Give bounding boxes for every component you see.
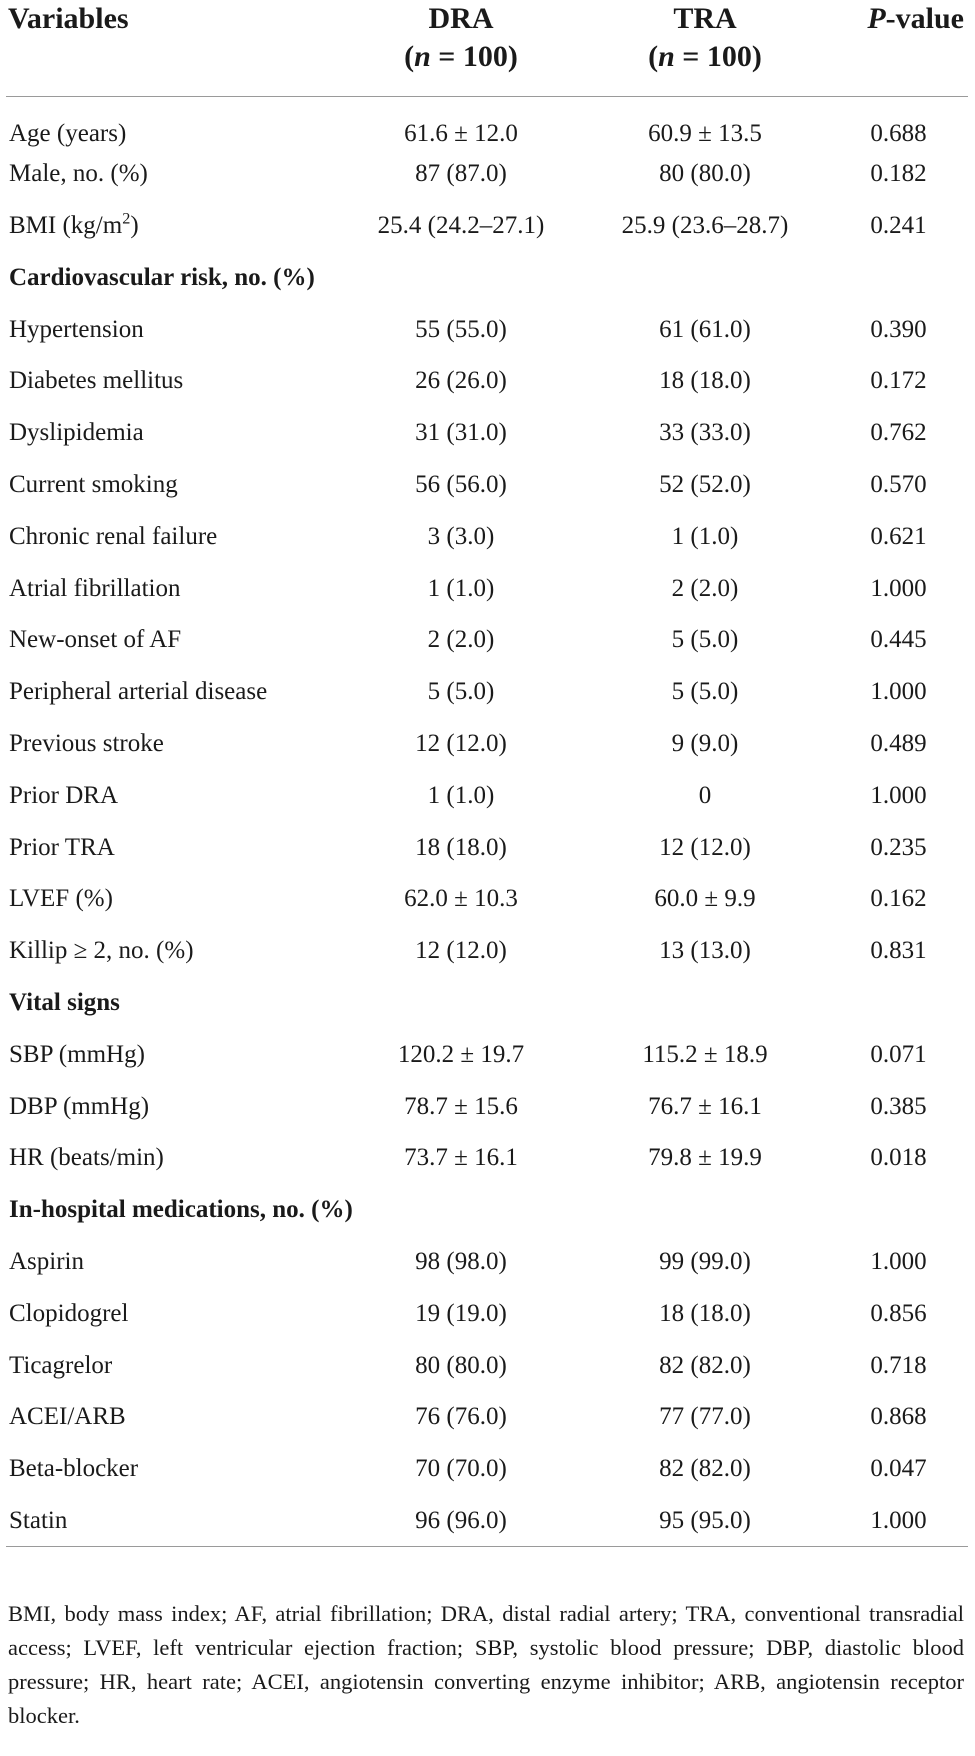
table-footnote: BMI, body mass index; AF, atrial fibrillation; DRA, distal radial artery; TRA, conventional transradial access; LVEF, left ventricular ejection fraction; SBP, systolic blood pressure; DBP, diastolic blood pressure; HR, heart rate; ACEI, angiotensin converting enzyme inhibitor; ARB, angiotensin receptor blocker. bbox=[8, 1601, 964, 1728]
dra-value: 26 (26.0) bbox=[415, 367, 507, 395]
table-row bbox=[6, 925, 968, 977]
dra-value: 12 (12.0) bbox=[415, 729, 507, 757]
p-value: 0.182 bbox=[870, 160, 927, 188]
tra-value: 80 (80.0) bbox=[659, 160, 751, 188]
dra-value: 25.4 (24.2–27.1) bbox=[377, 211, 545, 239]
p-value: 0.162 bbox=[870, 885, 927, 913]
table-row bbox=[6, 770, 968, 822]
tra-value: 12 (12.0) bbox=[659, 833, 751, 861]
tra-value: 18 (18.0) bbox=[659, 1299, 751, 1327]
p-value: 0.235 bbox=[870, 833, 927, 861]
p-value: 0.241 bbox=[870, 211, 927, 239]
table-row bbox=[6, 1029, 968, 1081]
dra-value: 1 (1.0) bbox=[427, 574, 495, 602]
variable-label: Beta-blocker bbox=[9, 1455, 139, 1483]
header-variables bbox=[6, 0, 341, 97]
variable-label: Previous stroke bbox=[9, 729, 164, 757]
p-value: 0.385 bbox=[870, 1092, 927, 1120]
tra-value: 95 (95.0) bbox=[581, 1495, 829, 1547]
dra-value: 62.0 ± 10.3 bbox=[404, 885, 518, 913]
p-value: 1.000 bbox=[870, 574, 927, 602]
header-p-value bbox=[829, 0, 968, 97]
dra-value: 18 (18.0) bbox=[415, 833, 507, 861]
tra-value: 13 (13.0) bbox=[659, 937, 751, 965]
table-row bbox=[6, 1391, 968, 1443]
baseline-characteristics-table bbox=[6, 0, 968, 1547]
table-row bbox=[6, 1495, 968, 1547]
variable-label: Male, no. (%) bbox=[9, 160, 148, 188]
section-row bbox=[6, 1184, 968, 1236]
tra-value: 9 (9.0) bbox=[671, 729, 739, 757]
table-row bbox=[6, 822, 968, 874]
variable-label: Statin bbox=[6, 1495, 341, 1547]
variable-label: Current smoking bbox=[9, 470, 178, 498]
header-tra-n-value: 100 bbox=[706, 40, 752, 73]
dra-value: 70 (70.0) bbox=[415, 1455, 507, 1483]
p-value: 0.445 bbox=[870, 626, 927, 654]
table-row bbox=[6, 718, 968, 770]
header-dra-n: (n = 100) bbox=[404, 40, 518, 73]
p-value: 0.172 bbox=[870, 367, 927, 395]
variable-label: Diabetes mellitus bbox=[9, 367, 184, 395]
variable-label bbox=[6, 200, 341, 252]
dra-value: 12 (12.0) bbox=[415, 937, 507, 965]
p-value: 0.071 bbox=[870, 1040, 927, 1068]
table-row bbox=[6, 1081, 968, 1133]
tra-value: 33 (33.0) bbox=[659, 419, 751, 447]
section-row bbox=[6, 252, 968, 304]
p-value: 1.000 bbox=[870, 1247, 927, 1275]
variable-label: Prior DRA bbox=[9, 781, 119, 809]
variable-label: Peripheral arterial disease bbox=[9, 678, 268, 706]
tra-value: 99 (99.0) bbox=[659, 1247, 751, 1275]
variable-label: Dyslipidemia bbox=[9, 419, 144, 447]
variable-label: Hypertension bbox=[9, 315, 144, 343]
variable-label-suffix: ) bbox=[130, 211, 139, 239]
header-dra-n-value: 100 bbox=[462, 40, 508, 73]
header-tra bbox=[581, 0, 829, 97]
variable-label: ACEI/ARB bbox=[9, 1403, 126, 1431]
variable-label: Prior TRA bbox=[9, 833, 115, 861]
p-value: 1.000 bbox=[870, 678, 927, 706]
table-header bbox=[6, 0, 968, 97]
dra-value: 73.7 ± 16.1 bbox=[404, 1144, 518, 1172]
header-dra-n-symbol: n bbox=[414, 40, 431, 73]
variable-label: DBP (mmHg) bbox=[9, 1092, 150, 1120]
table-row bbox=[6, 97, 968, 149]
dra-value: 56 (56.0) bbox=[415, 470, 507, 498]
tra-value: 60.0 ± 9.9 bbox=[654, 885, 756, 913]
table-row bbox=[6, 148, 968, 200]
variable-label: SBP (mmHg) bbox=[9, 1040, 145, 1068]
p-value: 0.018 bbox=[870, 1144, 927, 1172]
table-row bbox=[6, 1443, 968, 1495]
p-value: 0.570 bbox=[870, 470, 927, 498]
table-row bbox=[6, 666, 968, 718]
p-value: 0.868 bbox=[870, 1403, 927, 1431]
tra-value: 2 (2.0) bbox=[671, 574, 739, 602]
dra-value: 2 (2.0) bbox=[427, 626, 495, 654]
table-row bbox=[6, 511, 968, 563]
p-value: 0.390 bbox=[870, 315, 927, 343]
p-value: 0.762 bbox=[870, 419, 927, 447]
variable-label: LVEF (%) bbox=[9, 885, 113, 913]
p-value: 0.856 bbox=[870, 1299, 927, 1327]
tra-value: 5 (5.0) bbox=[671, 626, 739, 654]
table-row bbox=[6, 873, 968, 925]
tra-value: 18 (18.0) bbox=[659, 367, 751, 395]
tra-value: 61 (61.0) bbox=[659, 315, 751, 343]
tra-value: 5 (5.0) bbox=[671, 678, 739, 706]
tra-value: 79.8 ± 19.9 bbox=[648, 1144, 762, 1172]
p-value: 0.718 bbox=[870, 1351, 927, 1379]
table-row bbox=[6, 200, 968, 252]
tra-value: 77 (77.0) bbox=[659, 1403, 751, 1431]
dra-value: 55 (55.0) bbox=[415, 315, 507, 343]
dra-value: 120.2 ± 19.7 bbox=[397, 1040, 525, 1068]
tra-value: 1 (1.0) bbox=[671, 522, 739, 550]
dra-value: 76 (76.0) bbox=[415, 1403, 507, 1431]
table-row bbox=[6, 355, 968, 407]
table-row bbox=[6, 459, 968, 511]
tra-value: 0 bbox=[698, 781, 712, 809]
header-p-italic: P bbox=[867, 2, 886, 35]
dra-value: 5 (5.0) bbox=[427, 678, 495, 706]
tra-value: 60.9 ± 13.5 bbox=[648, 119, 762, 147]
tra-value: 115.2 ± 18.9 bbox=[642, 1040, 768, 1068]
p-value: 1.000 bbox=[870, 781, 927, 809]
table-row bbox=[6, 304, 968, 356]
variable-label: Ticagrelor bbox=[9, 1351, 113, 1379]
header-dra-name: DRA bbox=[428, 2, 494, 35]
dra-value: 87 (87.0) bbox=[415, 160, 507, 188]
section-heading: Vital signs bbox=[9, 988, 120, 1016]
p-value: 0.047 bbox=[870, 1455, 927, 1483]
dra-value: 31 (31.0) bbox=[415, 419, 507, 447]
tra-value: 25.9 (23.6–28.7) bbox=[621, 211, 789, 239]
table-body bbox=[6, 97, 968, 1547]
header-tra-n: (n = 100) bbox=[648, 40, 762, 73]
dra-value: 98 (98.0) bbox=[415, 1247, 507, 1275]
section-heading: In-hospital medications, no. (%) bbox=[9, 1196, 353, 1224]
dra-value: 61.6 ± 12.0 bbox=[404, 119, 518, 147]
section-row bbox=[6, 977, 968, 1029]
dra-value: 80 (80.0) bbox=[415, 1351, 507, 1379]
variable-label: Clopidogrel bbox=[9, 1299, 129, 1327]
header-tra-n-symbol: n bbox=[658, 40, 675, 73]
tra-value: 52 (52.0) bbox=[659, 470, 751, 498]
table-row bbox=[6, 614, 968, 666]
header-variables-label: Variables bbox=[8, 2, 129, 35]
variable-label-text: BMI (kg/m bbox=[9, 211, 123, 239]
tra-value: 76.7 ± 16.1 bbox=[648, 1092, 762, 1120]
variable-label: New-onset of AF bbox=[9, 626, 182, 654]
table-row bbox=[6, 1340, 968, 1392]
p-value: 1.000 bbox=[829, 1495, 968, 1547]
dra-value: 19 (19.0) bbox=[415, 1299, 507, 1327]
header-p-suffix: -value bbox=[885, 2, 964, 35]
tra-value: 82 (82.0) bbox=[659, 1351, 751, 1379]
variable-label: Atrial fibrillation bbox=[9, 574, 181, 602]
p-value: 0.489 bbox=[870, 729, 927, 757]
header-dra bbox=[341, 0, 581, 97]
variable-label: Killip ≥ 2, no. (%) bbox=[9, 937, 194, 965]
header-row bbox=[6, 0, 968, 97]
dra-value: 78.7 ± 15.6 bbox=[404, 1092, 518, 1120]
variable-label: Aspirin bbox=[9, 1247, 84, 1275]
dra-value: 1 (1.0) bbox=[427, 781, 495, 809]
dra-value: 96 (96.0) bbox=[341, 1495, 581, 1547]
table-row bbox=[6, 1132, 968, 1184]
variable-label: Age (years) bbox=[9, 119, 127, 147]
header-tra-name: TRA bbox=[673, 2, 737, 35]
p-value: 0.688 bbox=[870, 119, 927, 147]
table-row bbox=[6, 1288, 968, 1340]
table-row bbox=[6, 563, 968, 615]
section-heading: Cardiovascular risk, no. (%) bbox=[9, 263, 315, 291]
p-value: 0.621 bbox=[870, 522, 927, 550]
variable-label-superscript: 2 bbox=[122, 209, 131, 228]
variable-label: Chronic renal failure bbox=[9, 522, 218, 550]
dra-value: 3 (3.0) bbox=[427, 522, 495, 550]
variable-label: HR (beats/min) bbox=[9, 1144, 164, 1172]
tra-value: 82 (82.0) bbox=[659, 1455, 751, 1483]
table-row bbox=[6, 407, 968, 459]
table-row bbox=[6, 1236, 968, 1288]
p-value: 0.831 bbox=[870, 937, 927, 965]
